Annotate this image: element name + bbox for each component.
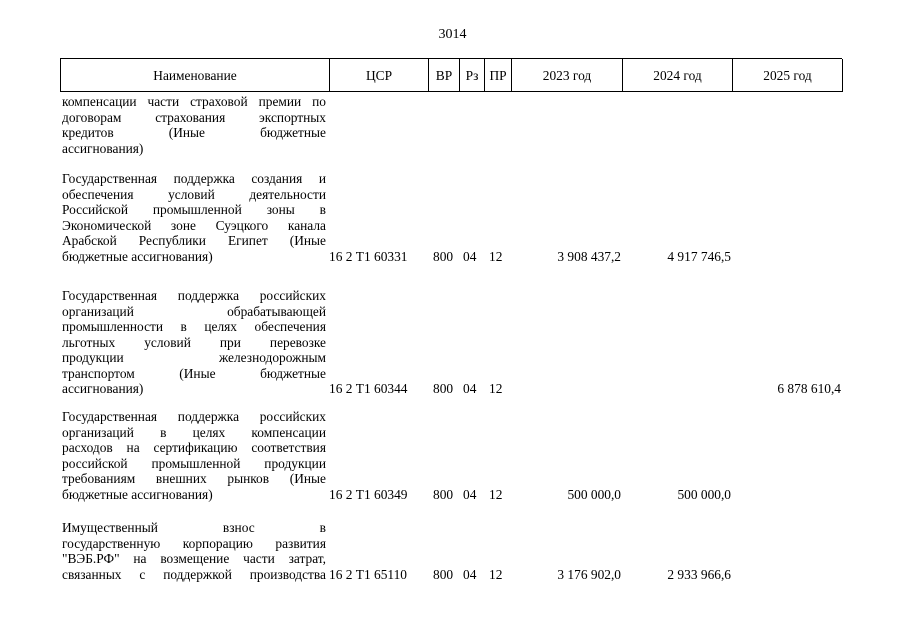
- row-csr: 16 2 Т1 60331: [329, 248, 408, 264]
- row-2023: 3 176 902,0: [557, 566, 621, 582]
- name-line: Государственная поддержка создания и: [62, 171, 326, 186]
- row-pr: 12: [489, 486, 503, 502]
- row-rz: 04: [463, 381, 477, 396]
- row-pr: 12: [489, 248, 503, 264]
- name-line: ассигнования): [62, 140, 144, 156]
- row-2023: 3 908 437,2: [557, 248, 621, 264]
- row-csr: 16 2 Т1 65110: [329, 566, 407, 582]
- name-line: бюджетные ассигнования): [62, 248, 213, 264]
- row-rz: 04: [463, 248, 477, 264]
- name-line: организаций обрабатывающей: [62, 303, 326, 319]
- row-pr: 12: [489, 566, 503, 582]
- row-2025: 6 878 610,4: [777, 381, 841, 396]
- row-name: [62, 94, 326, 156]
- page-number: 3014: [438, 27, 467, 42]
- row-csr: 16 2 Т1 60349: [329, 486, 408, 502]
- name-line: бюджетные ассигнования): [62, 486, 213, 502]
- row-name: [62, 171, 326, 264]
- table-header: [60, 58, 842, 92]
- row-vr: 800: [433, 248, 454, 264]
- name-line: транспортом (Иные бюджетные: [62, 365, 326, 381]
- header-2023: 2023 год: [512, 59, 623, 92]
- header-csr: ЦСР: [330, 59, 429, 92]
- row-2024: 500 000,0: [677, 486, 731, 502]
- name-line: промышленности в целях обеспечения: [62, 319, 326, 334]
- header-2025: 2025 год: [733, 59, 843, 92]
- header-pr: ПР: [485, 59, 512, 92]
- name-line: российской промышленной продукции: [62, 455, 326, 471]
- name-line: Арабской Республики Египет (Иные: [62, 233, 326, 248]
- name-line: "ВЭБ.РФ" на возмещение части затрат,: [62, 551, 326, 566]
- row-rz: 04: [463, 566, 477, 582]
- header-name: Наименование: [61, 59, 330, 92]
- header-2024: 2024 год: [623, 59, 733, 92]
- name-line: Экономической зоне Суэцкого канала: [62, 217, 326, 233]
- name-line: Государственная поддержка российских: [62, 288, 326, 303]
- name-line: Имущественный взнос в: [62, 520, 326, 535]
- row-csr: 16 2 Т1 60344: [329, 381, 408, 396]
- row-2024: 4 917 746,5: [667, 248, 731, 264]
- row-2024: 2 933 966,6: [667, 566, 731, 582]
- name-line: договорам страхования экспортных: [62, 109, 326, 125]
- name-line: расходов на сертификацию соответствия: [62, 440, 326, 455]
- row-name: [62, 520, 326, 582]
- row-name: [62, 409, 326, 502]
- name-line: льготных условий при перевозке: [62, 334, 326, 350]
- name-line: государственную корпорацию развития: [62, 535, 326, 551]
- row-pr: 12: [489, 381, 503, 396]
- row-2023: 500 000,0: [567, 486, 621, 502]
- row-vr: 800: [433, 381, 454, 396]
- name-line: продукции железнодорожным: [62, 350, 326, 365]
- name-line: организаций в целях компенсации: [62, 424, 326, 440]
- header-vr: ВР: [429, 59, 460, 92]
- name-line: ассигнования): [62, 381, 144, 396]
- row-name: [62, 288, 326, 397]
- name-line: компенсации части страховой премии по: [62, 94, 326, 109]
- name-line: кредитов (Иные бюджетные: [62, 125, 326, 140]
- name-line: требованиям внешних рынков (Иные: [62, 471, 326, 486]
- name-line: Российской промышленной зоны в: [62, 202, 326, 217]
- row-vr: 800: [433, 566, 454, 582]
- row-vr: 800: [433, 486, 454, 502]
- name-line: Государственная поддержка российских: [62, 409, 326, 424]
- header-rz: Рз: [460, 59, 485, 92]
- name-line: связанных с поддержкой производства: [62, 566, 326, 582]
- name-line: обеспечения условий деятельности: [62, 186, 326, 202]
- row-rz: 04: [463, 486, 477, 502]
